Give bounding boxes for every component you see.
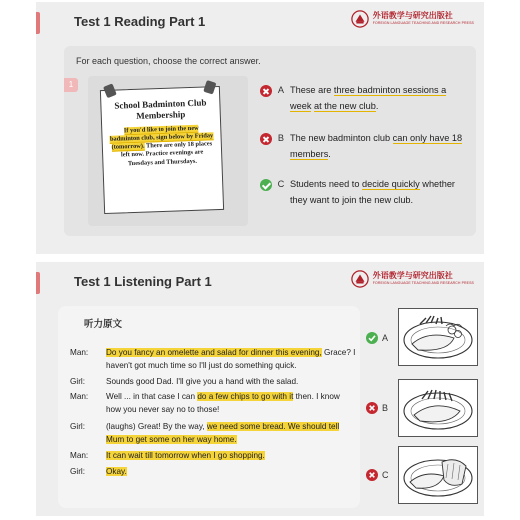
option-underlined: members <box>290 149 329 160</box>
publisher-name-en: FOREIGN LANGUAGE TEACHING AND RESEARCH PRESS <box>372 21 474 26</box>
transcript-line <box>70 465 356 478</box>
reading-title: Test 1 Reading Part 1 <box>74 14 206 29</box>
transcript-label: 听力原文 <box>84 319 123 330</box>
notice-body <box>108 124 215 169</box>
speaker-label: Man: <box>70 451 89 460</box>
option-c[interactable] <box>260 176 470 208</box>
picture-letter: B <box>382 403 389 413</box>
notice-rest: There are only 18 places left now. Practice evenings are Tuesdays and Thursdays. <box>120 140 213 168</box>
speaker-label: Girl: <box>70 377 86 386</box>
publisher-name-cn: 外语教学与研究出版社 <box>372 271 453 281</box>
correct-mark-icon <box>366 332 378 344</box>
speaker-label: Man: <box>70 348 89 357</box>
title-accent-bar <box>36 272 40 294</box>
option-letter: B <box>277 133 285 143</box>
plain-text: (laughs) Great! By the way, <box>106 422 207 431</box>
transcript-line <box>70 390 356 416</box>
speaker-label: Man: <box>70 392 89 401</box>
option-text <box>290 82 470 114</box>
option-text-part: they want to join the new club. <box>290 195 414 206</box>
option-text <box>290 130 470 162</box>
plain-text: Grace? I haven't got much time so I'll just do something quick. <box>106 348 356 371</box>
option-text-part: . <box>328 149 331 160</box>
publisher-name-en: FOREIGN LANGUAGE TEACHING AND RESEARCH PRESS <box>372 281 474 286</box>
utterance <box>106 346 356 372</box>
wrong-mark-icon <box>260 133 272 145</box>
omelette-salad-chips-plate-icon[interactable] <box>398 308 478 366</box>
option-text-part: The new badminton club <box>290 133 393 143</box>
transcript-line <box>70 375 356 388</box>
tape-icon <box>103 83 117 98</box>
correct-mark-icon <box>260 179 272 191</box>
option-underlined: decide quickly <box>362 179 420 189</box>
instruction-text: For each question, choose the correct answer. <box>76 56 261 66</box>
utterance <box>106 465 356 478</box>
fltrp-emblem-icon <box>351 270 369 288</box>
omelette-bread-plate-icon[interactable] <box>398 446 478 504</box>
transcript-line <box>70 420 356 446</box>
club-notice <box>100 86 224 214</box>
option-text <box>290 176 470 208</box>
publisher-name-cn: 外语教学与研究出版社 <box>372 11 453 21</box>
plain-text: then. I know how you never say no to those! <box>106 392 340 415</box>
option-a[interactable] <box>260 82 470 114</box>
notice-image <box>88 76 248 226</box>
utterance <box>106 420 356 446</box>
option-underlined: three badminton sessions a week <box>290 85 447 112</box>
option-letter: C <box>277 179 285 189</box>
question-number: 1 <box>64 78 78 92</box>
option-b[interactable] <box>260 130 470 162</box>
transcript-line <box>70 449 356 462</box>
transcript-line <box>70 346 356 372</box>
utterance <box>106 375 356 388</box>
highlighted-text: we need some bread. We should tell Mum to get some on her way home. <box>106 422 340 445</box>
option-text-part: Students need to <box>290 179 363 189</box>
reading-question-card <box>64 46 476 236</box>
option-underlined: can only have 18 <box>392 133 463 143</box>
notice-title: School Badminton Club Membership <box>114 97 207 122</box>
publisher-logo <box>351 10 474 28</box>
option-letter: A <box>277 85 285 95</box>
notice-highlight: If you'd like to join the new badminton club, sign below by Friday (tomorrow). <box>109 124 214 151</box>
option-text-part: . <box>375 101 379 112</box>
utterance <box>106 390 356 416</box>
tape-icon <box>203 80 216 95</box>
plain-text: Sounds good Dad. I'll give you a hand with the salad. <box>106 377 299 386</box>
speaker-label: Girl: <box>70 467 86 476</box>
wrong-mark-icon <box>366 402 378 414</box>
picture-letter: C <box>382 470 389 480</box>
plain-text: Well ... in that case I can <box>106 392 198 401</box>
wrong-mark-icon <box>366 469 378 481</box>
option-text-part: whether <box>419 179 455 189</box>
fltrp-emblem-icon <box>351 10 369 28</box>
reading-slide <box>36 2 484 254</box>
highlighted-text: do a few chips to go with it <box>197 392 294 401</box>
utterance <box>106 449 356 462</box>
picture-letter: A <box>382 333 389 343</box>
title-accent-bar <box>36 12 40 34</box>
speaker-label: Girl: <box>70 422 86 431</box>
publisher-logo <box>351 270 474 288</box>
omelette-chips-plate-icon[interactable] <box>398 379 478 437</box>
highlighted-text: Do you fancy an omelette and salad for dinner this evening, <box>106 348 322 357</box>
option-text-part: These are <box>290 85 334 95</box>
listening-slide <box>36 262 484 516</box>
option-underlined: at the new club <box>314 101 376 112</box>
transcript-card <box>58 306 360 508</box>
listening-title: Test 1 Listening Part 1 <box>74 274 212 289</box>
wrong-mark-icon <box>260 85 272 97</box>
highlighted-text: It can wait till tomorrow when I go shopping. <box>106 451 265 460</box>
highlighted-text: Okay. <box>106 467 127 476</box>
